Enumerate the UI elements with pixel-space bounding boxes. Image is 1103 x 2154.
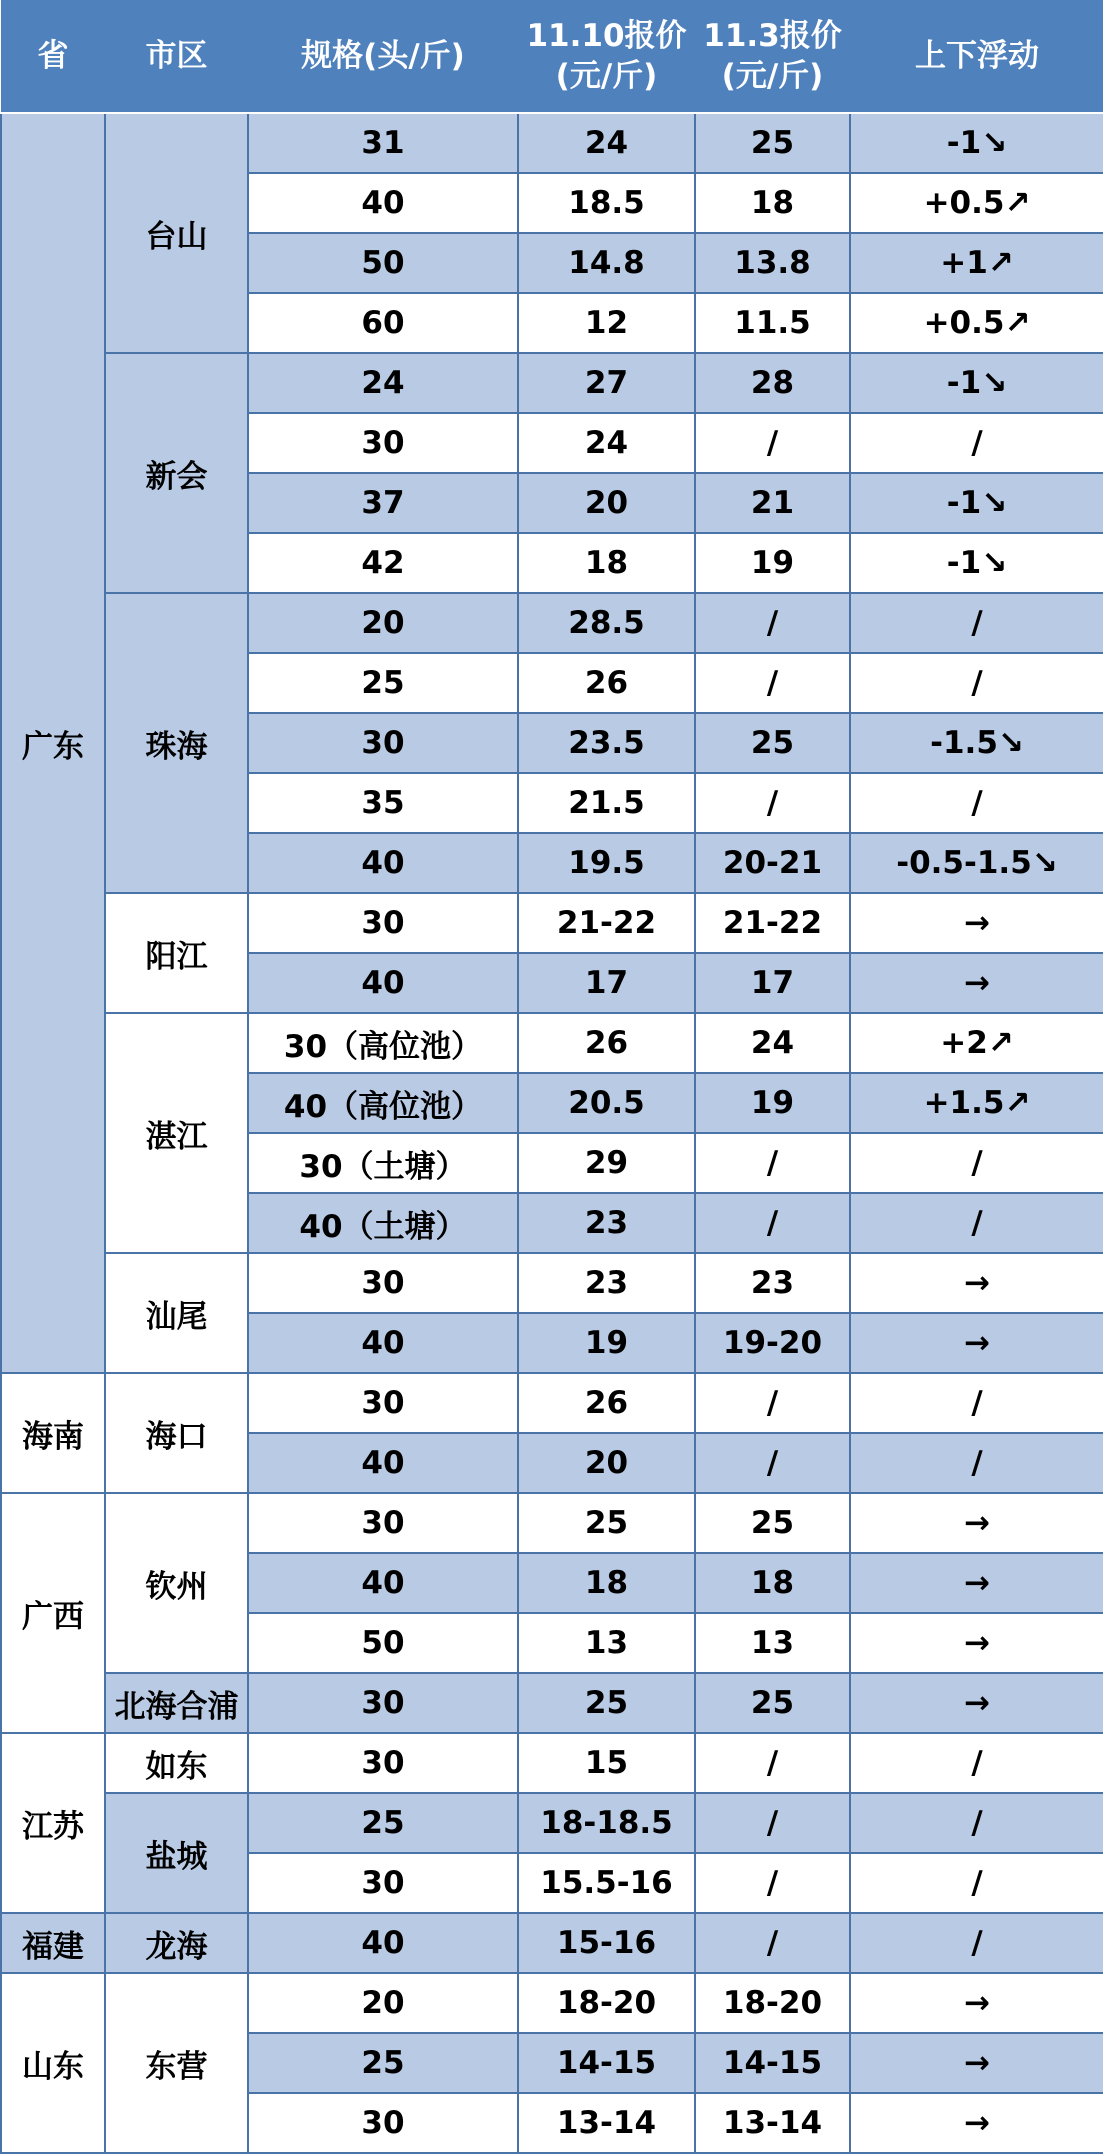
price-new-cell: 20 — [518, 473, 695, 533]
city-cell: 湛江 — [105, 1013, 248, 1253]
price-old-cell: 21 — [695, 473, 850, 533]
price-old-cell: / — [695, 413, 850, 473]
spec-cell: 30 — [248, 893, 518, 953]
price-new-cell: 13-14 — [518, 2093, 695, 2153]
header-price-new-line2: (元/斤) — [555, 58, 658, 94]
spec-cell: 30 — [248, 1373, 518, 1433]
price-old-cell: 25 — [695, 1493, 850, 1553]
change-cell: +0.5↗ — [850, 173, 1103, 233]
table-row — [1, 1493, 1103, 1553]
change-cell: +2↗ — [850, 1013, 1103, 1073]
table-row — [1, 1913, 1103, 1973]
change-cell: -1↘ — [850, 353, 1103, 413]
header-price-old-line2: (元/斤) — [721, 58, 824, 94]
change-cell: +1↗ — [850, 233, 1103, 293]
spec-cell: 60 — [248, 293, 518, 353]
price-old-cell: / — [695, 653, 850, 713]
price-new-cell: 23.5 — [518, 713, 695, 773]
change-cell: / — [850, 1133, 1103, 1193]
price-old-cell: 25 — [695, 113, 850, 173]
spec-cell: 25 — [248, 1793, 518, 1853]
change-cell: → — [850, 893, 1103, 953]
price-new-cell: 20.5 — [518, 1073, 695, 1133]
price-old-cell: 14-15 — [695, 2033, 850, 2093]
city-cell: 北海合浦 — [105, 1673, 248, 1733]
price-old-cell: / — [695, 1733, 850, 1793]
price-new-cell: 25 — [518, 1493, 695, 1553]
change-cell: -1↘ — [850, 533, 1103, 593]
change-cell: -1↘ — [850, 473, 1103, 533]
header-row — [1, 0, 1103, 113]
header-spec: 规格(头/斤) — [248, 0, 518, 113]
price-old-cell: 18-20 — [695, 1973, 850, 2033]
spec-cell: 20 — [248, 593, 518, 653]
change-cell: / — [850, 1193, 1103, 1253]
change-cell: / — [850, 413, 1103, 473]
price-new-cell: 24 — [518, 113, 695, 173]
price-old-cell: 13.8 — [695, 233, 850, 293]
change-cell: → — [850, 2093, 1103, 2153]
table-row — [1, 1373, 1103, 1433]
change-cell: → — [850, 1313, 1103, 1373]
spec-cell: 40 — [248, 1913, 518, 1973]
table-row — [1, 1253, 1103, 1313]
price-old-cell: 13-14 — [695, 2093, 850, 2153]
spec-cell: 40 — [248, 833, 518, 893]
price-new-cell: 20 — [518, 1433, 695, 1493]
change-cell: -0.5-1.5↘ — [850, 833, 1103, 893]
price-old-cell: / — [695, 1193, 850, 1253]
price-new-cell: 13 — [518, 1613, 695, 1673]
price-new-cell: 14.8 — [518, 233, 695, 293]
header-price-old-line1: 11.3报价 — [703, 17, 842, 54]
price-old-cell: 18 — [695, 173, 850, 233]
change-cell: / — [850, 1853, 1103, 1913]
price-old-cell: 20-21 — [695, 833, 850, 893]
province-cell: 广东 — [1, 113, 105, 1373]
change-cell: +0.5↗ — [850, 293, 1103, 353]
change-cell: → — [850, 1973, 1103, 2033]
spec-cell: 24 — [248, 353, 518, 413]
spec-cell: 25 — [248, 2033, 518, 2093]
price-new-cell: 12 — [518, 293, 695, 353]
change-cell: → — [850, 953, 1103, 1013]
price-new-cell: 26 — [518, 1373, 695, 1433]
price-old-cell: / — [695, 1913, 850, 1973]
spec-cell: 31 — [248, 113, 518, 173]
price-new-cell: 15-16 — [518, 1913, 695, 1973]
change-cell: / — [850, 1913, 1103, 1973]
change-cell: → — [850, 2033, 1103, 2093]
table-row — [1, 1973, 1103, 2033]
spec-cell: 20 — [248, 1973, 518, 2033]
price-new-cell: 25 — [518, 1673, 695, 1733]
price-new-cell: 23 — [518, 1253, 695, 1313]
change-cell: → — [850, 1613, 1103, 1673]
header-change: 上下浮动 — [850, 0, 1103, 113]
city-cell: 汕尾 — [105, 1253, 248, 1373]
table-row — [1, 1793, 1103, 1853]
price-new-cell: 18-18.5 — [518, 1793, 695, 1853]
spec-cell: 30 — [248, 1853, 518, 1913]
city-cell: 如东 — [105, 1733, 248, 1793]
city-cell: 盐城 — [105, 1793, 248, 1913]
price-old-cell: 19 — [695, 1073, 850, 1133]
price-old-cell: / — [695, 593, 850, 653]
change-cell: → — [850, 1673, 1103, 1733]
price-new-cell: 26 — [518, 653, 695, 713]
change-cell: → — [850, 1553, 1103, 1613]
spec-cell: 40 — [248, 953, 518, 1013]
spec-cell: 30 — [248, 1253, 518, 1313]
price-new-cell: 28.5 — [518, 593, 695, 653]
change-cell: / — [850, 593, 1103, 653]
header-city: 市区 — [105, 0, 248, 113]
change-cell: / — [850, 1433, 1103, 1493]
change-cell: / — [850, 1373, 1103, 1433]
city-cell: 阳江 — [105, 893, 248, 1013]
price-old-cell: 21-22 — [695, 893, 850, 953]
spec-cell: 40（高位池） — [248, 1073, 518, 1133]
spec-cell: 25 — [248, 653, 518, 713]
price-new-cell: 26 — [518, 1013, 695, 1073]
change-cell: / — [850, 653, 1103, 713]
change-cell: +1.5↗ — [850, 1073, 1103, 1133]
province-cell: 广西 — [1, 1493, 105, 1733]
price-old-cell: / — [695, 773, 850, 833]
spec-cell: 50 — [248, 1613, 518, 1673]
spec-cell: 30 — [248, 413, 518, 473]
table-row — [1, 353, 1103, 413]
spec-cell: 42 — [248, 533, 518, 593]
province-cell: 江苏 — [1, 1733, 105, 1913]
price-old-cell: 25 — [695, 713, 850, 773]
change-cell: → — [850, 1493, 1103, 1553]
province-cell: 海南 — [1, 1373, 105, 1493]
price-old-cell: 19-20 — [695, 1313, 850, 1373]
table-row — [1, 893, 1103, 953]
change-cell: -1↘ — [850, 113, 1103, 173]
price-old-cell: / — [695, 1373, 850, 1433]
spec-cell: 30 — [248, 1493, 518, 1553]
price-new-cell: 15.5-16 — [518, 1853, 695, 1913]
spec-cell: 40 — [248, 1433, 518, 1493]
price-new-cell: 18.5 — [518, 173, 695, 233]
city-cell: 钦州 — [105, 1493, 248, 1673]
province-cell: 福建 — [1, 1913, 105, 1973]
price-new-cell: 19.5 — [518, 833, 695, 893]
price-old-cell: / — [695, 1793, 850, 1853]
spec-cell: 30 — [248, 1673, 518, 1733]
change-cell: / — [850, 1793, 1103, 1853]
city-cell: 新会 — [105, 353, 248, 593]
spec-cell: 30 — [248, 713, 518, 773]
price-new-cell: 18-20 — [518, 1973, 695, 2033]
table-row — [1, 1013, 1103, 1073]
price-new-cell: 17 — [518, 953, 695, 1013]
price-new-cell: 24 — [518, 413, 695, 473]
price-old-cell: 25 — [695, 1673, 850, 1733]
price-new-cell: 14-15 — [518, 2033, 695, 2093]
spec-cell: 40 — [248, 173, 518, 233]
change-cell: -1.5↘ — [850, 713, 1103, 773]
header-price-old — [695, 0, 850, 113]
price-old-cell: / — [695, 1433, 850, 1493]
city-cell: 龙海 — [105, 1913, 248, 1973]
spec-cell: 50 — [248, 233, 518, 293]
city-cell: 台山 — [105, 113, 248, 353]
spec-cell: 40 — [248, 1553, 518, 1613]
price-old-cell: / — [695, 1133, 850, 1193]
price-new-cell: 15 — [518, 1733, 695, 1793]
price-old-cell: 24 — [695, 1013, 850, 1073]
price-new-cell: 19 — [518, 1313, 695, 1373]
spec-cell: 40（土塘） — [248, 1193, 518, 1253]
spec-cell: 40 — [248, 1313, 518, 1373]
change-cell: → — [850, 1253, 1103, 1313]
city-cell: 东营 — [105, 1973, 248, 2153]
price-new-cell: 29 — [518, 1133, 695, 1193]
price-old-cell: 19 — [695, 533, 850, 593]
price-new-cell: 27 — [518, 353, 695, 413]
province-cell: 山东 — [1, 1973, 105, 2153]
table-row — [1, 1673, 1103, 1733]
spec-cell: 30 — [248, 2093, 518, 2153]
price-old-cell: 13 — [695, 1613, 850, 1673]
price-old-cell: 18 — [695, 1553, 850, 1613]
price-new-cell: 21-22 — [518, 893, 695, 953]
table-body — [1, 113, 1103, 2153]
change-cell: / — [850, 773, 1103, 833]
spec-cell: 30 — [248, 1733, 518, 1793]
table-row — [1, 593, 1103, 653]
price-old-cell: 11.5 — [695, 293, 850, 353]
table-row — [1, 113, 1103, 173]
spec-cell: 37 — [248, 473, 518, 533]
price-old-cell: 17 — [695, 953, 850, 1013]
price-new-cell: 21.5 — [518, 773, 695, 833]
city-cell: 海口 — [105, 1373, 248, 1493]
spec-cell: 30（高位池） — [248, 1013, 518, 1073]
spec-cell: 35 — [248, 773, 518, 833]
table-row — [1, 1733, 1103, 1793]
price-old-cell: / — [695, 1853, 850, 1913]
price-new-cell: 18 — [518, 533, 695, 593]
spec-cell: 30（土塘） — [248, 1133, 518, 1193]
price-new-cell: 18 — [518, 1553, 695, 1613]
header-price-new — [518, 0, 695, 113]
price-old-cell: 23 — [695, 1253, 850, 1313]
price-new-cell: 23 — [518, 1193, 695, 1253]
price-old-cell: 28 — [695, 353, 850, 413]
city-cell: 珠海 — [105, 593, 248, 893]
header-price-new-line1: 11.10报价 — [526, 17, 687, 54]
change-cell: / — [850, 1733, 1103, 1793]
header-province: 省 — [1, 0, 105, 113]
